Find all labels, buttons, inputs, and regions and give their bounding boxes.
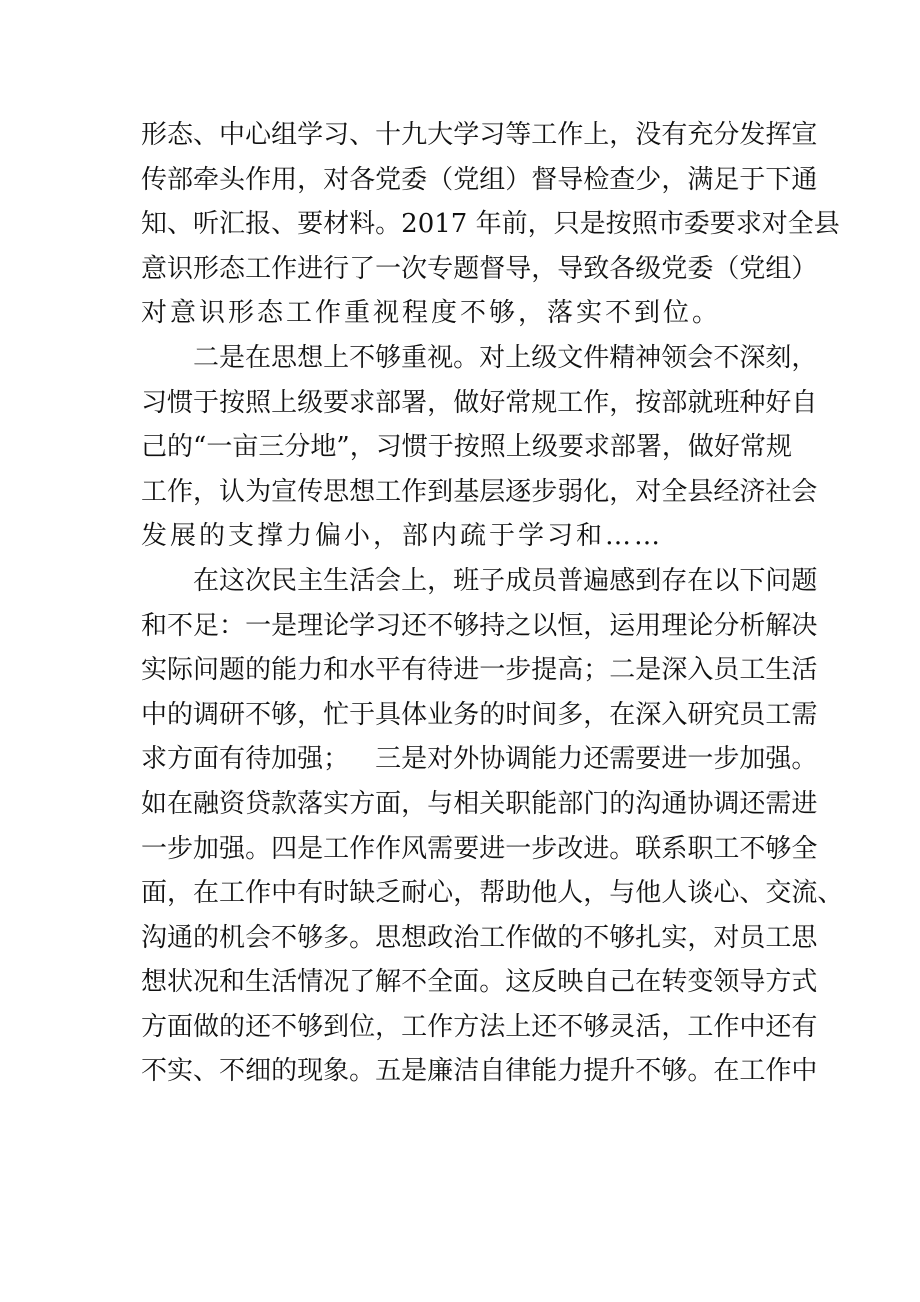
text-line: 中 的 调 研 不 够 ， 忙 于 具 体 业 务 的 时 间 多 ， 在 深 入 研 究 员 工 需 — [141, 699, 818, 730]
text-line: 习 惯 于 按 照 上 级 要 求 部 署 ， 做 好 常 规 工 作 ， 按 部 就 班 种 好 自 — [141, 387, 818, 418]
text-line: 知 、 听 汇 报 、 要 材 料 。 2017 年 前 ， 只 是 按 照 市 委 要 求 对 全 县 — [141, 209, 840, 240]
text-line: 求 方 面 有 待 加 强 ； 三 是 对 外 协 调 能 力 还 需 要 进 一 步 加 强 。 — [141, 744, 818, 775]
text-line: 意 识 形 态 工 作 进 行 了 一 次 专 题 督 导 ， 导 致 各 级 党 委 （ 党 组 ） — [141, 253, 818, 284]
text-line: 发展的支撑力偏小，部内疏于学习和…… — [141, 521, 664, 552]
text-line: 实 际 问 题 的 能 力 和 水 平 有 待 进 一 步 提 高 ； 二 是 深 入 员 工 生 活 — [141, 655, 818, 686]
text-line: 和 不 足 ： 一 是 理 论 学 习 还 不 够 持 之 以 恒 ， 运 用 理 论 分 析 解 决 — [141, 610, 818, 641]
body-text — [141, 113, 844, 1094]
text-line: 如 在 融 资 贷 款 落 实 方 面 ， 与 相 关 职 能 部 门 的 沟 通 协 调 还 需 进 — [141, 788, 818, 819]
text-line: 形 态 、 中 心 组 学 习 、 十 九 大 学 习 等 工 作 上 ， 没 有 充 分 发 挥 宣 — [141, 120, 818, 150]
text-line: 一 步 加 强 。 四 是 工 作 作 风 需 要 进 一 步 改 进 。 联 系 职 工 不 够 全 — [141, 833, 818, 864]
text-line: 在 这 次 民 主 生 活 会 上 ， 班 子 成 员 普 遍 感 到 存 在 以 下 问 题 — [193, 565, 818, 596]
text-line: 方 面 做 的 还 不 够 到 位 ， 工 作 方 法 上 还 不 够 灵 活 ， 工 作 中 还 有 — [141, 1011, 818, 1042]
text-line: 想 状 况 和 生 活 情 况 了 解 不 全 面 。 这 反 映 自 己 在 转 变 领 导 方 式 — [141, 967, 818, 998]
text-line: 二 是 在 思 想 上 不 够 重 视 。 对 上 级 文 件 精 神 领 会 不 深 刻 ， — [193, 342, 818, 373]
text-line: 沟 通 的 机 会 不 够 多 。 思 想 政 治 工 作 做 的 不 够 扎 实 ， 对 员 工 思 — [141, 922, 818, 953]
text-line: 己 的 “ 一 亩 三 分 地 ” ， 习 惯 于 按 照 上 级 要 求 部 署 ， 做 好 常 规 — [141, 432, 792, 463]
text-line: 对意识形态工作重视程度不够，落实不到位。 — [141, 298, 722, 329]
text-line: 工 作 ， 认 为 宣 传 思 想 工 作 到 基 层 逐 步 弱 化 ， 对 全 县 经 济 社 会 — [141, 476, 818, 507]
text-line: 传 部 牵 头 作 用 ， 对 各 党 委 （ 党 组 ） 督 导 检 查 少 ， 满 足 于 下 通 — [141, 164, 818, 195]
text-line: 不 实 、 不 细 的 现 象 。 五 是 廉 洁 自 律 能 力 提 升 不 够 。 在 工 作 中 — [141, 1056, 818, 1087]
text-line: 面 ， 在 工 作 中 有 时 缺 乏 耐 心 ， 帮 助 他 人 ， 与 他 人 谈 心 、 交 流 、 — [141, 878, 844, 909]
